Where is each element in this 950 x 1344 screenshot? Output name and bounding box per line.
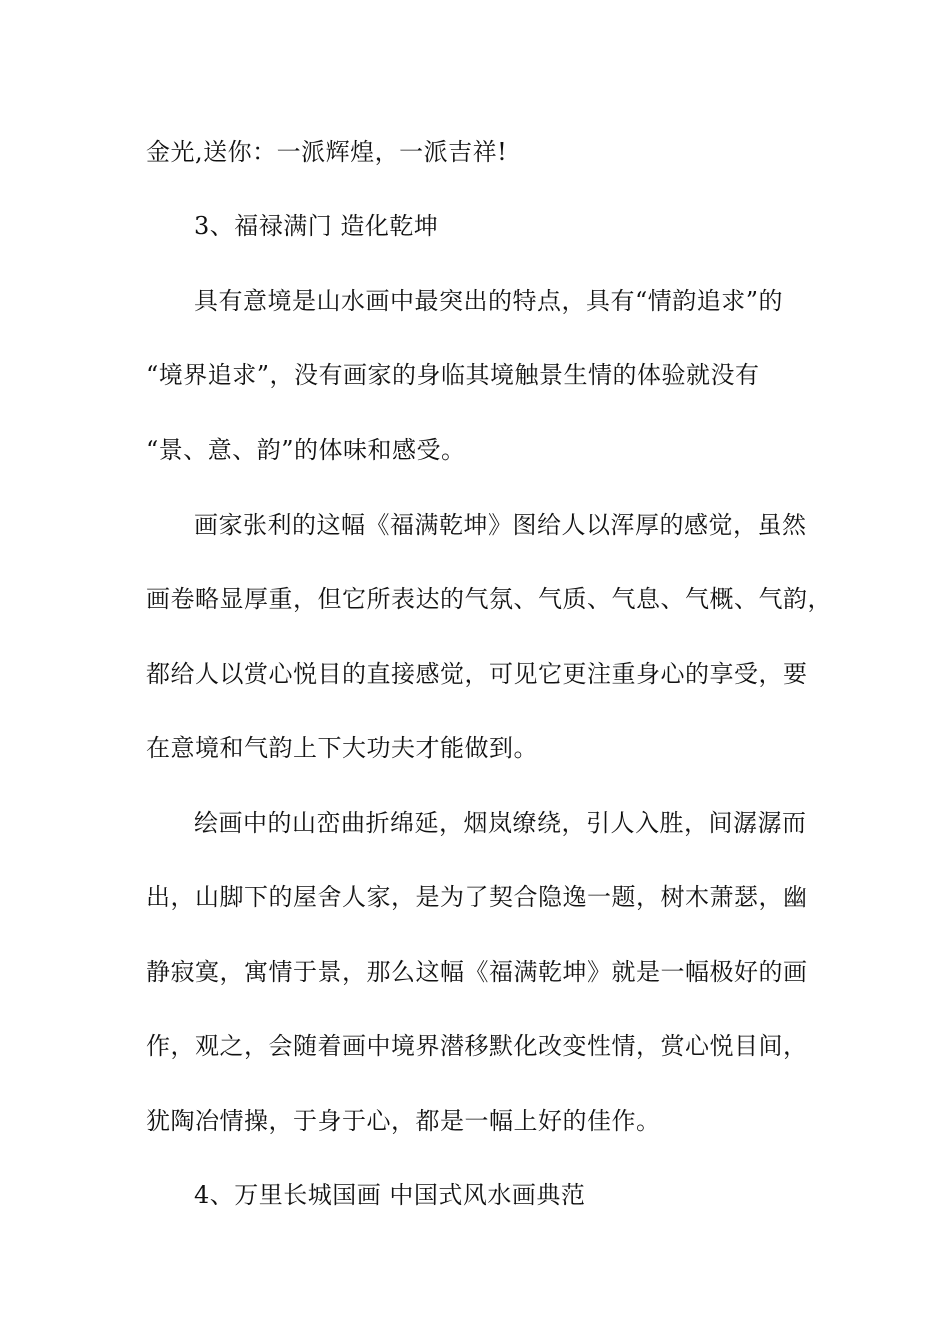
- paragraph-3-line-3: 静寂寞，寓情于景，那么这幅《福满乾坤》就是一幅极好的画: [146, 958, 808, 986]
- section-heading-4: 4、万里长城国画 中国式风水画典范: [194, 1181, 586, 1209]
- paragraph-1-line-2: “境界追求”，没有画家的身临其境触景生情的体验就没有: [146, 361, 760, 389]
- paragraph-1-line-3: “景、意、韵”的体味和感受。: [146, 436, 466, 464]
- paragraph-2-line-4: 在意境和气韵上下大功夫才能做到。: [146, 734, 538, 762]
- text-line-continuation: 金光,送你：一派辉煌，一派吉祥!: [146, 138, 508, 166]
- paragraph-3-line-5: 犹陶冶情操，于身于心，都是一幅上好的佳作。: [146, 1107, 661, 1135]
- paragraph-1-line-1: 具有意境是山水画中最突出的特点，具有“情韵追求”的: [194, 287, 784, 315]
- paragraph-3-line-1: 绘画中的山峦曲折绵延，烟岚缭绕，引人入胜，间潺潺而: [194, 809, 807, 837]
- paragraph-3-line-4: 作，观之，会随着画中境界潜移默化改变性情，赏心悦目间，: [146, 1032, 808, 1060]
- paragraph-2-line-3: 都给人以赏心悦目的直接感觉，可见它更注重身心的享受，要: [146, 660, 808, 688]
- paragraph-2-line-1: 画家张利的这幅《福满乾坤》图给人以浑厚的感觉，虽然: [194, 511, 807, 539]
- paragraph-3-line-2: 出，山脚下的屋舍人家，是为了契合隐逸一题，树木萧瑟，幽: [146, 883, 808, 911]
- paragraph-2-line-2: 画卷略显厚重，但它所表达的气氛、气质、气息、气概、气韵，: [146, 585, 832, 613]
- section-heading-3: 3、福禄满门 造化乾坤: [194, 212, 439, 240]
